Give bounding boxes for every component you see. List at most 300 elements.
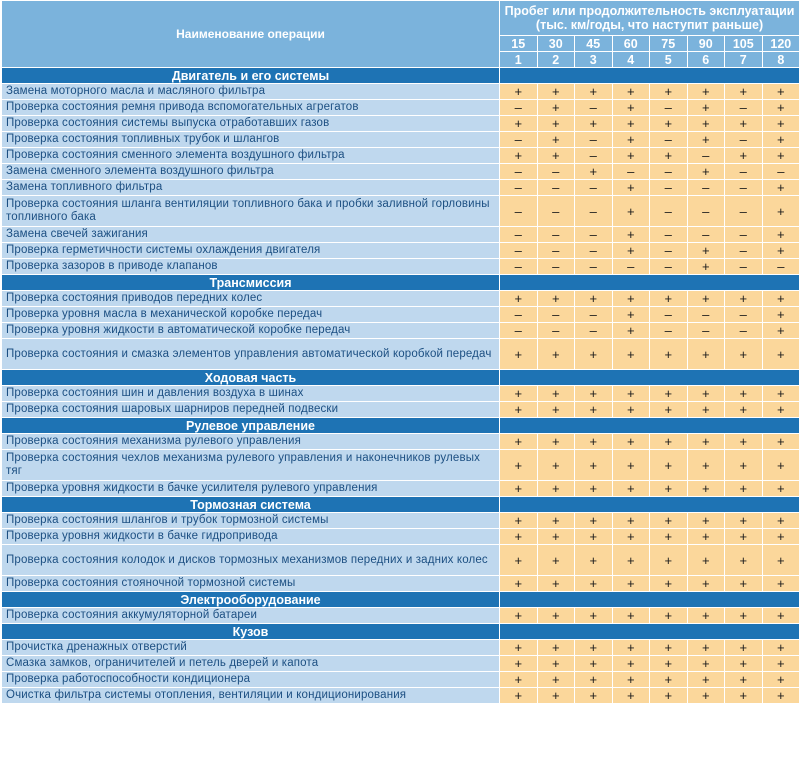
section-title: Тормозная система [2,497,500,513]
interval-mark: + [762,513,800,529]
interval-mark: – [537,227,575,243]
interval-mark: + [762,576,800,592]
table-row [2,434,800,450]
interval-mark: + [687,608,725,624]
interval-mark: – [500,132,538,148]
operation-name: Замена сменного элемента воздушного фильтра [2,164,500,180]
operation-name-header: Наименование операции [2,1,500,68]
operation-name: Проверка состояния сменного элемента воздушного фильтра [2,148,500,164]
years-header-cell: 5 [650,52,688,68]
interval-mark: – [725,180,763,196]
interval-mark: + [725,116,763,132]
interval-mark: – [500,323,538,339]
operation-name: Проверка состояния чехлов механизма рулевого управления и наконечников рулевых тяг [2,450,500,481]
interval-mark: + [612,180,650,196]
interval-mark: – [725,132,763,148]
interval-mark: + [612,688,650,704]
interval-mark: + [500,386,538,402]
interval-mark: + [687,545,725,576]
interval-mark: + [500,545,538,576]
interval-mark: – [575,227,613,243]
interval-mark: + [500,688,538,704]
interval-mark: + [537,656,575,672]
interval-mark: – [575,323,613,339]
interval-mark: – [650,132,688,148]
interval-mark: + [762,291,800,307]
operation-name: Проверка состояния аккумуляторной батареи [2,608,500,624]
interval-mark: + [650,545,688,576]
operation-name: Проверка зазоров в приводе клапанов [2,259,500,275]
interval-mark: + [575,402,613,418]
interval-mark: + [612,640,650,656]
table-row [2,180,800,196]
interval-mark: + [762,180,800,196]
operation-name: Проверка уровня жидкости в бачке усилителя рулевого управления [2,481,500,497]
interval-mark: + [500,339,538,370]
operation-name: Проверка состояния стояночной тормозной системы [2,576,500,592]
interval-mark: + [612,450,650,481]
interval-mark: + [612,386,650,402]
interval-mark: – [725,323,763,339]
interval-mark: + [650,339,688,370]
interval-mark: + [612,656,650,672]
interval-mark: + [650,450,688,481]
interval-mark: + [650,148,688,164]
interval-mark: + [500,434,538,450]
interval-mark: + [612,529,650,545]
interval-mark: + [575,688,613,704]
interval-mark: – [762,259,800,275]
mileage-header-cell: 15 [500,36,538,52]
table-row [2,481,800,497]
interval-mark: + [762,84,800,100]
interval-mark: – [650,180,688,196]
operation-name: Проверка состояния топливных трубок и шлангов [2,132,500,148]
interval-mark: – [575,148,613,164]
interval-mark: + [500,576,538,592]
interval-mark: + [575,672,613,688]
interval-mark: + [762,688,800,704]
interval-mark: + [725,291,763,307]
interval-mark: – [537,180,575,196]
interval-mark: – [500,227,538,243]
table-row [2,100,800,116]
interval-mark: – [575,307,613,323]
section-header-fill [500,275,800,291]
interval-mark: – [575,132,613,148]
years-header-cell: 2 [537,52,575,68]
interval-mark: + [612,84,650,100]
section-header-fill [500,592,800,608]
interval-mark: + [762,545,800,576]
interval-mark: + [575,291,613,307]
interval-mark: – [687,323,725,339]
interval-mark: + [762,132,800,148]
interval-mark: + [500,450,538,481]
section-header-row [2,370,800,386]
interval-mark: + [537,576,575,592]
interval-mark: + [575,576,613,592]
table-row [2,339,800,370]
interval-mark: + [650,656,688,672]
interval-mark: + [725,672,763,688]
interval-mark: + [687,529,725,545]
interval-mark: + [500,291,538,307]
section-title: Рулевое управление [2,418,500,434]
interval-mark: + [575,84,613,100]
interval-mark: – [650,323,688,339]
interval-mark: + [575,545,613,576]
interval-mark: + [687,386,725,402]
interval-mark: + [612,513,650,529]
operation-name: Проверка состояния шаровых шарниров передней подвески [2,402,500,418]
interval-mark: + [725,434,763,450]
interval-mark: + [537,291,575,307]
section-header-row [2,497,800,513]
years-header-cell: 8 [762,52,800,68]
interval-mark: + [500,672,538,688]
interval-mark: + [537,640,575,656]
interval-mark: + [650,291,688,307]
section-header-fill [500,418,800,434]
section-header-row [2,275,800,291]
interval-mark: + [687,116,725,132]
interval-mark: + [687,339,725,370]
interval-mark: + [575,164,613,180]
interval-mark: + [650,608,688,624]
table-row [2,529,800,545]
table-row [2,259,800,275]
interval-mark: – [537,164,575,180]
interval-mark: + [537,386,575,402]
interval-mark: – [650,243,688,259]
interval-mark: + [762,656,800,672]
interval-mark: + [500,84,538,100]
interval-mark: + [725,402,763,418]
interval-mark: – [537,323,575,339]
interval-mark: + [537,132,575,148]
table-row [2,576,800,592]
section-title: Трансмиссия [2,275,500,291]
maintenance-table [1,0,800,704]
interval-mark: + [762,386,800,402]
interval-mark: + [500,116,538,132]
table-row [2,640,800,656]
interval-mark: – [687,180,725,196]
interval-mark: + [762,402,800,418]
interval-mark: – [725,164,763,180]
interval-mark: + [650,386,688,402]
operation-name: Проверка работоспособности кондиционера [2,672,500,688]
table-row [2,196,800,227]
interval-mark: + [687,291,725,307]
operation-name: Замена топливного фильтра [2,180,500,196]
interval-mark: + [687,640,725,656]
interval-mark: – [725,227,763,243]
interval-mark: + [650,84,688,100]
interval-mark: + [500,656,538,672]
interval-mark: + [537,116,575,132]
interval-mark: + [650,688,688,704]
interval-mark: + [537,148,575,164]
table-row [2,164,800,180]
mileage-header-cell: 75 [650,36,688,52]
interval-mark: + [537,688,575,704]
interval-mark: + [650,402,688,418]
section-header-fill [500,370,800,386]
interval-mark: + [725,640,763,656]
interval-mark: + [725,545,763,576]
section-header-row [2,418,800,434]
interval-mark: + [725,576,763,592]
operation-name: Проверка состояния шлангов и трубок тормозной системы [2,513,500,529]
interval-mark: + [687,656,725,672]
interval-mark: + [687,513,725,529]
operation-name: Прочистка дренажных отверстий [2,640,500,656]
interval-mark: – [537,243,575,259]
interval-mark: + [650,481,688,497]
interval-mark: + [575,656,613,672]
interval-mark: – [725,196,763,227]
interval-mark: – [612,164,650,180]
interval-mark: + [612,116,650,132]
interval-mark: – [500,196,538,227]
section-header-row [2,624,800,640]
interval-mark: + [575,608,613,624]
interval-mark: + [725,450,763,481]
years-header-cell: 1 [500,52,538,68]
table-row [2,688,800,704]
interval-mark: + [537,529,575,545]
operation-name: Проверка состояния приводов передних колес [2,291,500,307]
interval-mark: + [612,323,650,339]
interval-mark: – [500,259,538,275]
years-header-cell: 4 [612,52,650,68]
interval-mark: + [575,513,613,529]
interval-mark: + [762,196,800,227]
interval-mark: + [762,339,800,370]
interval-mark: – [762,164,800,180]
table-row [2,386,800,402]
interval-mark: + [762,148,800,164]
interval-mark: + [725,386,763,402]
interval-mark: + [612,339,650,370]
table-row [2,656,800,672]
interval-mark: + [575,339,613,370]
interval-mark: + [500,481,538,497]
table-row [2,513,800,529]
interval-mark: + [537,513,575,529]
interval-mark: + [687,243,725,259]
interval-mark: + [575,481,613,497]
interval-mark: + [650,576,688,592]
operation-name: Проверка состояния и смазка элементов управления автоматической коробкой передач [2,339,500,370]
interval-mark: + [762,450,800,481]
interval-mark: – [575,100,613,116]
interval-mark: + [725,688,763,704]
table-row [2,291,800,307]
interval-mark: + [575,116,613,132]
section-header-fill [500,624,800,640]
interval-mark: – [500,180,538,196]
interval-mark: + [500,513,538,529]
interval-mark: + [762,307,800,323]
operation-name: Проверка состояния системы выпуска отработавших газов [2,116,500,132]
interval-mark: – [725,259,763,275]
mileage-header-cell: 90 [687,36,725,52]
section-header-row [2,592,800,608]
operation-name: Замена свечей зажигания [2,227,500,243]
interval-mark: – [575,243,613,259]
section-header-row [2,68,800,84]
table-row [2,608,800,624]
interval-mark: + [687,576,725,592]
operation-name: Проверка состояния шланга вентиляции топливного бака и пробки заливной горловины топливного бака [2,196,500,227]
interval-mark: – [687,196,725,227]
interval-mark: + [687,450,725,481]
interval-mark: + [762,100,800,116]
interval-mark: + [725,339,763,370]
interval-mark: + [762,529,800,545]
mileage-period-header: Пробег или продолжительность эксплуатации (тыс. км/годы, что наступит раньше) [500,1,800,36]
interval-mark: + [612,307,650,323]
years-header-cell: 6 [687,52,725,68]
interval-mark: + [575,529,613,545]
interval-mark: + [687,259,725,275]
interval-mark: + [612,608,650,624]
interval-mark: + [725,608,763,624]
interval-mark: + [537,434,575,450]
interval-mark: + [612,227,650,243]
interval-mark: + [725,529,763,545]
interval-mark: + [612,481,650,497]
table-row [2,227,800,243]
section-title: Двигатель и его системы [2,68,500,84]
interval-mark: + [575,386,613,402]
interval-mark: – [537,196,575,227]
interval-mark: – [575,259,613,275]
table-row [2,323,800,339]
interval-mark: + [500,402,538,418]
interval-mark: – [650,307,688,323]
interval-mark: + [612,291,650,307]
interval-mark: + [762,481,800,497]
operation-name: Замена моторного масла и масляного фильтра [2,84,500,100]
mileage-header-cell: 45 [575,36,613,52]
interval-mark: + [537,100,575,116]
operation-name: Проверка уровня жидкости в автоматической коробке передач [2,323,500,339]
interval-mark: + [612,576,650,592]
interval-mark: + [500,529,538,545]
interval-mark: + [500,608,538,624]
interval-mark: + [650,116,688,132]
interval-mark: – [650,164,688,180]
interval-mark: – [725,307,763,323]
interval-mark: – [650,100,688,116]
mileage-header-cell: 120 [762,36,800,52]
interval-mark: – [500,307,538,323]
section-header-fill [500,497,800,513]
operation-name: Проверка уровня масла в механической коробке передач [2,307,500,323]
interval-mark: + [725,513,763,529]
interval-mark: – [537,307,575,323]
interval-mark: + [612,672,650,688]
interval-mark: + [575,640,613,656]
interval-mark: + [687,84,725,100]
interval-mark: + [537,339,575,370]
interval-mark: – [687,148,725,164]
interval-mark: + [537,84,575,100]
interval-mark: + [612,132,650,148]
interval-mark: + [500,640,538,656]
table-row [2,84,800,100]
interval-mark: – [575,180,613,196]
interval-mark: + [612,434,650,450]
interval-mark: + [687,132,725,148]
table-row [2,545,800,576]
interval-mark: + [612,545,650,576]
operation-name: Проверка состояния ремня привода вспомогательных агрегатов [2,100,500,116]
interval-mark: + [612,196,650,227]
interval-mark: + [537,608,575,624]
interval-mark: + [612,402,650,418]
operation-name: Проверка состояния колодок и дисков тормозных механизмов передних и задних колес [2,545,500,576]
interval-mark: – [575,196,613,227]
interval-mark: + [762,116,800,132]
interval-mark: + [687,672,725,688]
interval-mark: + [612,100,650,116]
section-title: Ходовая часть [2,370,500,386]
interval-mark: + [762,227,800,243]
interval-mark: + [687,688,725,704]
mileage-header-cell: 30 [537,36,575,52]
interval-mark: – [687,227,725,243]
interval-mark: + [575,434,613,450]
interval-mark: – [500,243,538,259]
interval-mark: – [650,227,688,243]
interval-mark: + [725,84,763,100]
interval-mark: + [575,450,613,481]
operation-name: Смазка замков, ограничителей и петель дверей и капота [2,656,500,672]
mileage-header-cell: 105 [725,36,763,52]
interval-mark: + [612,243,650,259]
interval-mark: – [500,100,538,116]
interval-mark: + [612,148,650,164]
operation-name: Проверка состояния шин и давления воздуха в шинах [2,386,500,402]
table-row [2,132,800,148]
interval-mark: + [687,434,725,450]
interval-mark: + [650,513,688,529]
operation-name: Проверка герметичности системы охлаждения двигателя [2,243,500,259]
interval-mark: – [500,164,538,180]
interval-mark: – [650,196,688,227]
interval-mark: – [537,259,575,275]
interval-mark: + [762,243,800,259]
table-row [2,402,800,418]
interval-mark: + [650,434,688,450]
operation-name: Проверка уровня жидкости в бачке гидропривода [2,529,500,545]
section-header-fill [500,68,800,84]
interval-mark: + [537,672,575,688]
interval-mark: + [725,148,763,164]
interval-mark: – [725,100,763,116]
table-row [2,450,800,481]
interval-mark: + [687,481,725,497]
interval-mark: + [762,323,800,339]
table-row [2,116,800,132]
interval-mark: + [537,402,575,418]
section-title: Электрооборудование [2,592,500,608]
